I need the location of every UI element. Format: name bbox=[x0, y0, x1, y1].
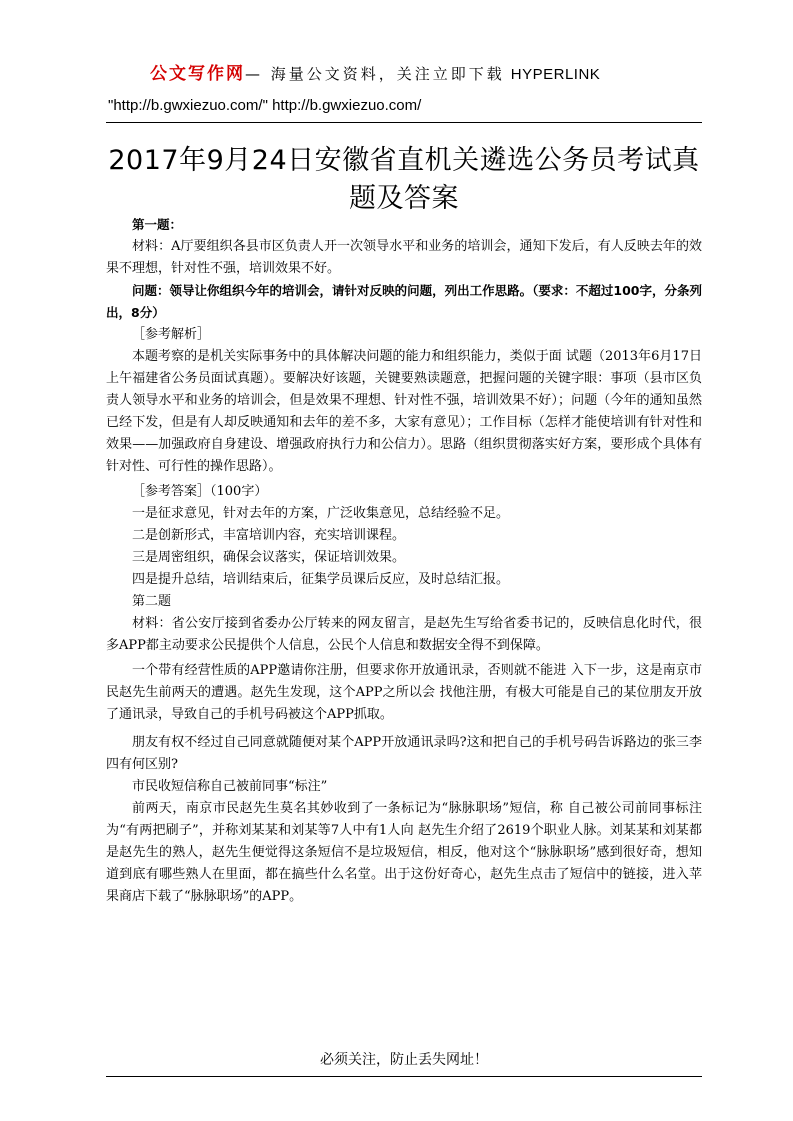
document-paragraph: ［参考解析］ bbox=[132, 327, 211, 342]
document-body bbox=[106, 214, 702, 908]
footer-notice: 必须关注，防止丢失网址！ bbox=[320, 1052, 488, 1068]
site-header bbox=[150, 60, 710, 88]
document-paragraph: 四是提升总结，培训结束后，征集学员课后反应，及时总结汇报。 bbox=[132, 572, 510, 587]
site-url-link[interactable]: http://b.gwxiezuo.com/ bbox=[272, 97, 422, 114]
document-paragraph: ［参考答案］（100字） bbox=[132, 484, 268, 499]
site-url-line bbox=[108, 94, 708, 118]
document-paragraph: 朋友有权不经过自己同意就随便对某个APP开放通讯录吗?这和把自己的手机号码告诉路边的张三李四有何区别? bbox=[106, 735, 702, 772]
document-paragraph: 三是周密组织，确保会议落实，保证培训效果。 bbox=[132, 550, 406, 565]
site-tagline: — 海量公文资料，关注立即下载 bbox=[245, 65, 505, 83]
footer-divider bbox=[106, 1076, 702, 1077]
hyperlink-label: HYPERLINK bbox=[510, 66, 601, 83]
document-paragraph: 第一题： bbox=[132, 217, 183, 232]
site-url-quoted: "http://b.gwxiezuo.com/" bbox=[108, 97, 268, 114]
document-paragraph: 市民收短信称自己被前同事“标注” bbox=[132, 779, 328, 794]
document-title: 2017年9月24日安徽省直机关遴选公务员考试真题及答案 bbox=[108, 145, 700, 214]
document-paragraph: 前两天，南京市民赵先生莫名其妙收到了一条标记为“脉脉职场”短信，称 自己被公司前同事标注为“有两把刷子”，并称刘某某和刘某等7人中有1人向 赵先生介绍了2619个职业人脉。刘某某和刘某都是赵先生的熟人，赵先生便觉得这条短信不是垃圾短信，相反，他对这个“脉脉职场”感到很好奇，想知道到底有哪些熟人在里面，都在搞些什么名堂。出于这份好奇心，赵先生点击了短信中的链接，进入苹果商店下载了“脉脉职场”的APP。 bbox=[106, 801, 702, 904]
document-paragraph: 一个带有经营性质的APP邀请你注册，但要求你开放通讯录，否则就不能进 入下一步，这是南京市民赵先生前两天的遭遇。赵先生发现，这个APP之所以会 找他注册，有极大可能是自己的某位朋友开放了通讯录，导致自己的手机号码被这个APP抓取。 bbox=[106, 663, 702, 722]
document-paragraph: 二是创新形式，丰富培训内容，充实培训课程。 bbox=[132, 528, 406, 543]
document-paragraph: 本题考察的是机关实际事务中的具体解决问题的能力和组织能力，类似于面 试题（2013年6月17日上午福建省公务员面试真题）。要解决好该题，关键要熟读题意，把握问题的关键字眼：事项（县市区负责人领导水平和业务的培训会，但是效果不理想、针对性不强，培训效果不好）；问题（今年的通知虽然已经下发，但是有人却反映通知和去年的差不多，大家有意见）；工作目标（怎样才能使培训有针对性和效果——加强政府自身建设、增强政府执行力和公信力）。思路（组织贯彻落实好方案，要形成个具体有针对性、可行性的操作思路）。 bbox=[106, 349, 702, 474]
document-paragraph: 第二题 bbox=[132, 594, 172, 609]
document-paragraph: 材料：A厅要组织各县市区负责人开一次领导水平和业务的培训会，通知下发后，有人反映去年的效果不理想，针对性不强，培训效果不好。 bbox=[106, 239, 702, 276]
document-paragraph: 问题：领导让你组织今年的培训会，请针对反映的问题，列出工作思路。（要求：不超过100字，分条列出，8分） bbox=[106, 283, 702, 320]
site-brand: 公文写作网 bbox=[150, 64, 245, 84]
document-paragraph: 材料：省公安厅接到省委办公厅转来的网友留言，是赵先生写给省委书记的，反映信息化时代，很多APP都主动要求公民提供个人信息，公民个人信息和数据安全得不到保障。 bbox=[106, 616, 702, 653]
document-paragraph: 一是征求意见，针对去年的方案，广泛收集意见，总结经验不足。 bbox=[132, 506, 510, 521]
header-divider bbox=[106, 122, 702, 123]
